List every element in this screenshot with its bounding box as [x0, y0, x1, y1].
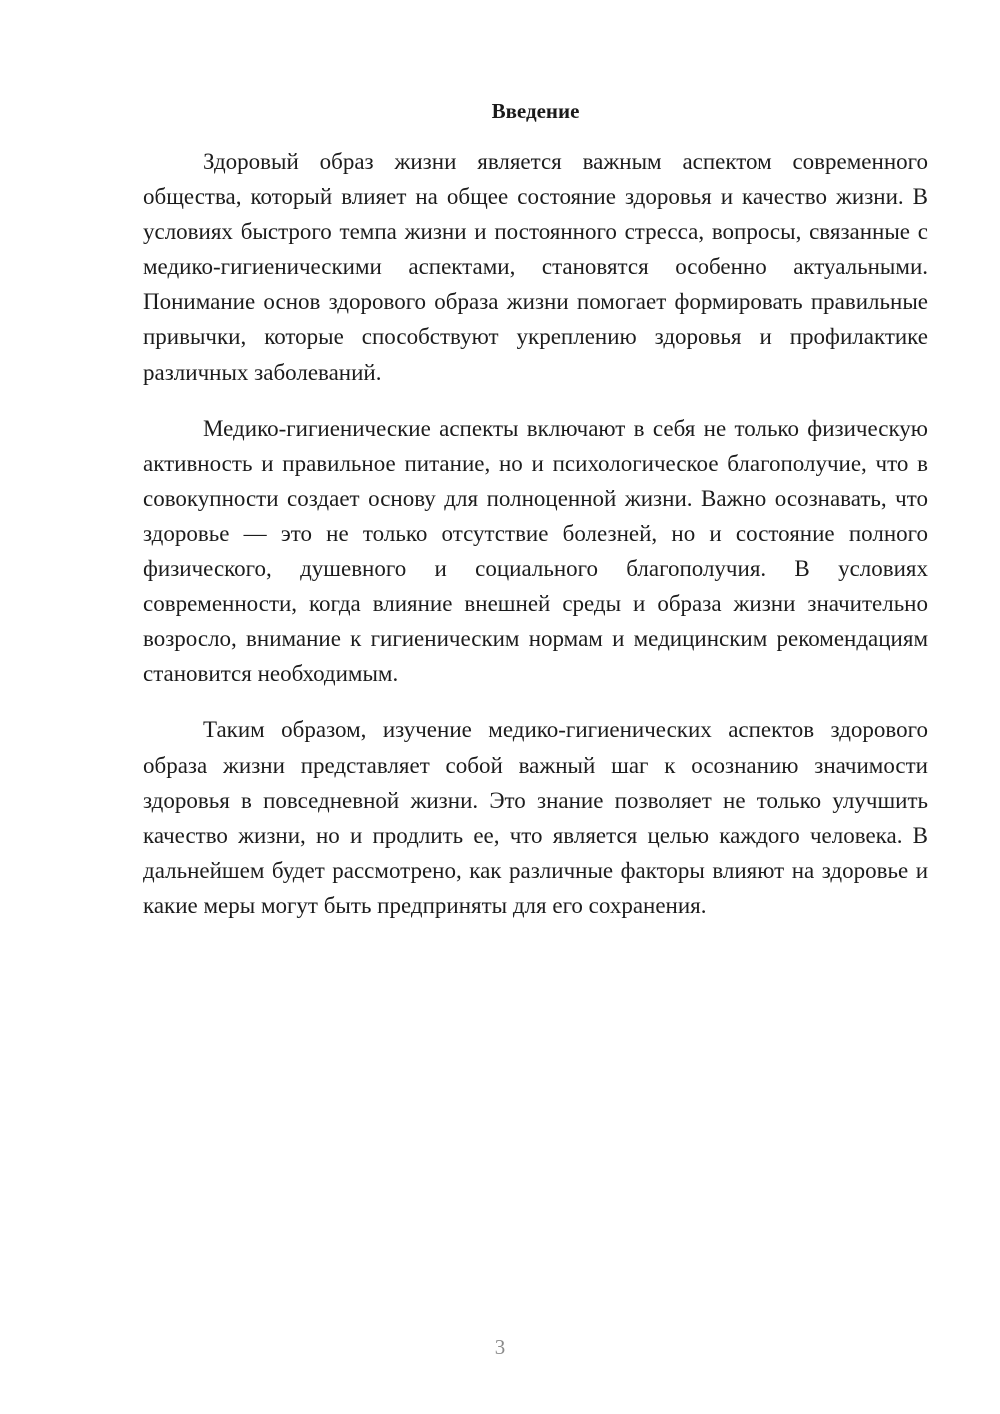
- page-number: 3: [494, 1335, 506, 1359]
- paragraph-2: Медико-гигиенические аспекты включают в себя не только физическую активность и правильное питание, но и психологическое благополучие, что в совокупности создает основу для полноценной жизни. Важно осознавать, что здоровье — это не только отсутствие болезней, но и состояние полного физического, душевного и социального благополучия. В условиях современности, когда влияние внешней среды и образа жизни значительно возросло, внимание к гигиеническим нормам и медицинским рекомендациям становится необходимым.: [143, 415, 928, 687]
- paragraph-3: Таким образом, изучение медико-гигиенических аспектов здорового образа жизни представляет собой важный шаг к осознанию значимости здоровья в повседневной жизни. Это знание позволяет не только улучшить качество жизни, но и продлить ее, что является целью каждого человека. В дальнейшем будет рассмотрено, как различные факторы влияют на здоровье и какие меры могут быть предприняты для его сохранения.: [143, 717, 928, 918]
- page-title: Введение: [491, 99, 580, 123]
- document-body: [143, 144, 928, 944]
- paragraph-1: Здоровый образ жизни является важным аспектом современного общества, который влияет на общее состояние здоровья и качество жизни. В условиях быстрого темпа жизни и постоянного стресса, вопросы, связанные с медико-гигиеническими аспектами, становятся особенно актуальными. Понимание основ здорового образа жизни помогает формировать правильные привычки, которые способствуют укреплению здоровья и профилактике различных заболеваний.: [143, 149, 928, 385]
